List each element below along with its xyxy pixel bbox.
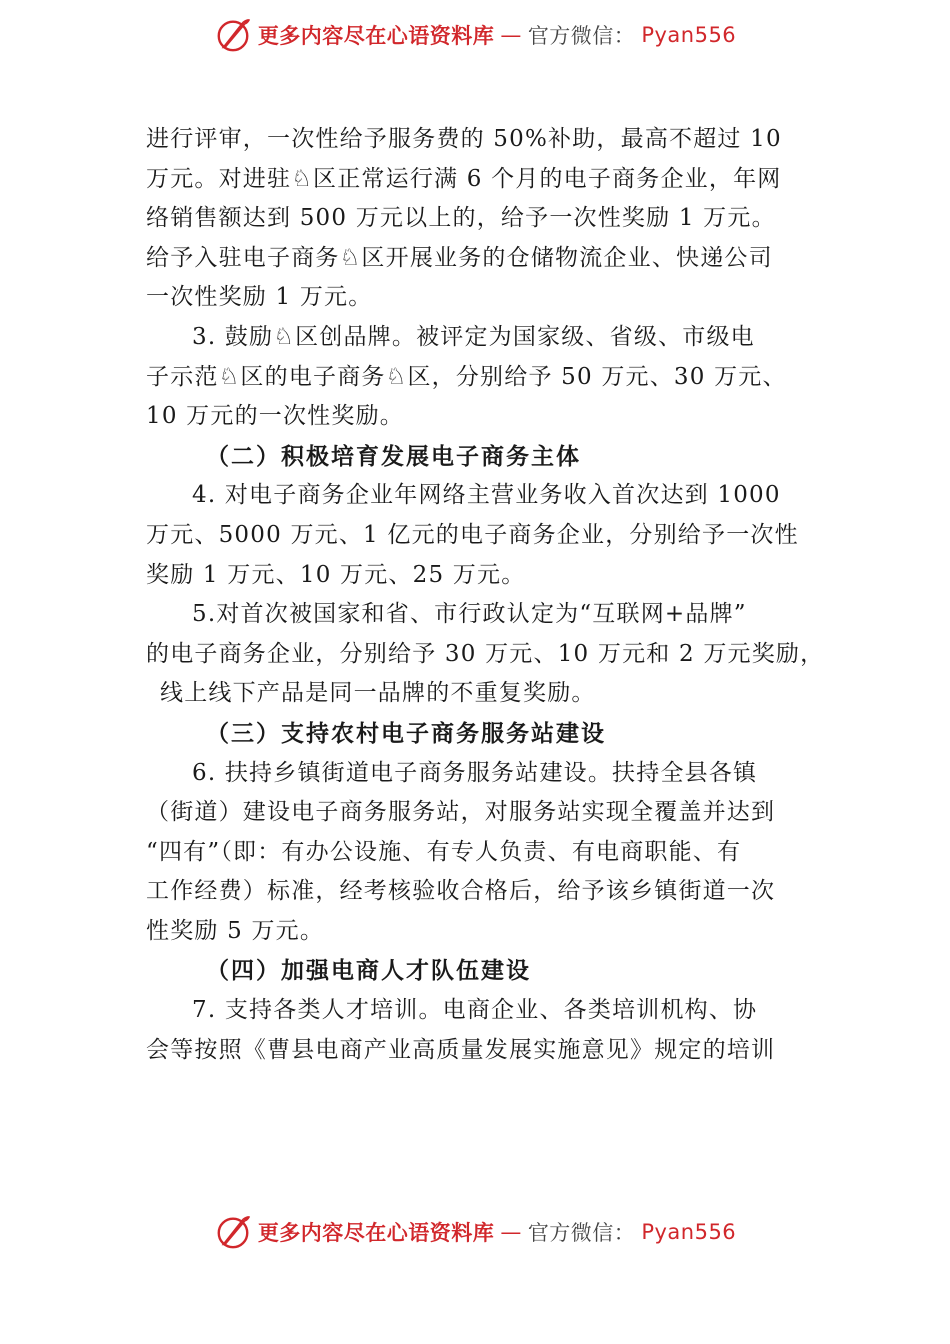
quill-pen-logo-icon [214, 1213, 252, 1251]
body-line: “四有”（即：有办公设施、有专人负责、有电商职能、有 [146, 838, 742, 865]
body-line: 性奖励 5 万元。 [146, 917, 325, 944]
banner-brand: 更多内容尽在心语资料库 [257, 1221, 495, 1245]
banner-wechat-label: 官方微信： [527, 1221, 636, 1245]
banner-dash: — [500, 23, 522, 47]
body-line: 3. 鼓励♘区创品牌。被评定为国家级、省级、市级电 [192, 323, 755, 350]
body-line: 6. 扶持乡镇街道电子商务服务站建设。扶持全县各镇 [192, 759, 758, 786]
banner-wechat-label: 官方微信： [527, 24, 636, 48]
body-line: 7. 支持各类人才培训。电商企业、各类培训机构、协 [192, 997, 758, 1024]
banner-wechat-id: Pyan556 [641, 1220, 737, 1244]
body-line: 工作经费）标准，经考核验收合格后，给予该乡镇街道一次 [146, 878, 776, 905]
section-heading: （三）支持农村电子商务服务站建设 [206, 719, 606, 747]
body-line: 进行评审，一次性给予服务费的 50%补助，最高不超过 10 [146, 126, 782, 152]
quill-pen-logo-icon [214, 16, 252, 54]
footer-banner [0, 1207, 950, 1257]
body-line: 奖励 1 万元、10 万元、25 万元。 [146, 561, 526, 588]
body-line: 络销售额达到 500 万元以上的，给予一次性奖励 1 万元。 [146, 205, 776, 232]
banner-wechat-id: Pyan556 [641, 23, 737, 47]
body-line: 会等按照《曹县电商产业高质量发展实施意见》规定的培训 [146, 1036, 776, 1063]
banner-brand: 更多内容尽在心语资料库 [257, 24, 495, 48]
banner-dash: — [500, 1220, 522, 1244]
body-line: 一次性奖励 1 万元。 [146, 284, 373, 311]
body-line: 的电子商务企业，分别给予 30 万元、10 万元和 2 万元奖励， [146, 640, 825, 667]
body-line: 万元、5000 万元、1 亿元的电子商务企业，分别给予一次性 [146, 521, 799, 548]
body-line: 10 万元的一次性奖励。 [146, 403, 404, 430]
document-body [146, 120, 836, 1070]
body-line: 线上线下产品是同一品牌的不重复奖励。 [160, 680, 596, 707]
section-heading: （二）积极培育发展电子商务主体 [206, 442, 581, 470]
body-line: 5.对首次被国家和省、市行政认定为“互联网+品牌” [192, 601, 747, 628]
body-line: 万元。对进驻♘区正常运行满 6 个月的电子商务企业，年网 [146, 165, 782, 192]
body-line: 子示范♘区的电子商务♘区，分别给予 50 万元、30 万元、 [146, 363, 787, 390]
body-line: 给予入驻电子商务♘区开展业务的仓储物流企业、快递公司 [146, 244, 773, 271]
header-banner [0, 10, 950, 60]
section-heading: （四）加强电商人才队伍建设 [206, 957, 531, 985]
body-line: （街道）建设电子商务服务站，对服务站实现全覆盖并达到 [146, 799, 776, 826]
body-line: 4. 对电子商务企业年网络主营业务收入首次达到 1000 [192, 482, 781, 509]
